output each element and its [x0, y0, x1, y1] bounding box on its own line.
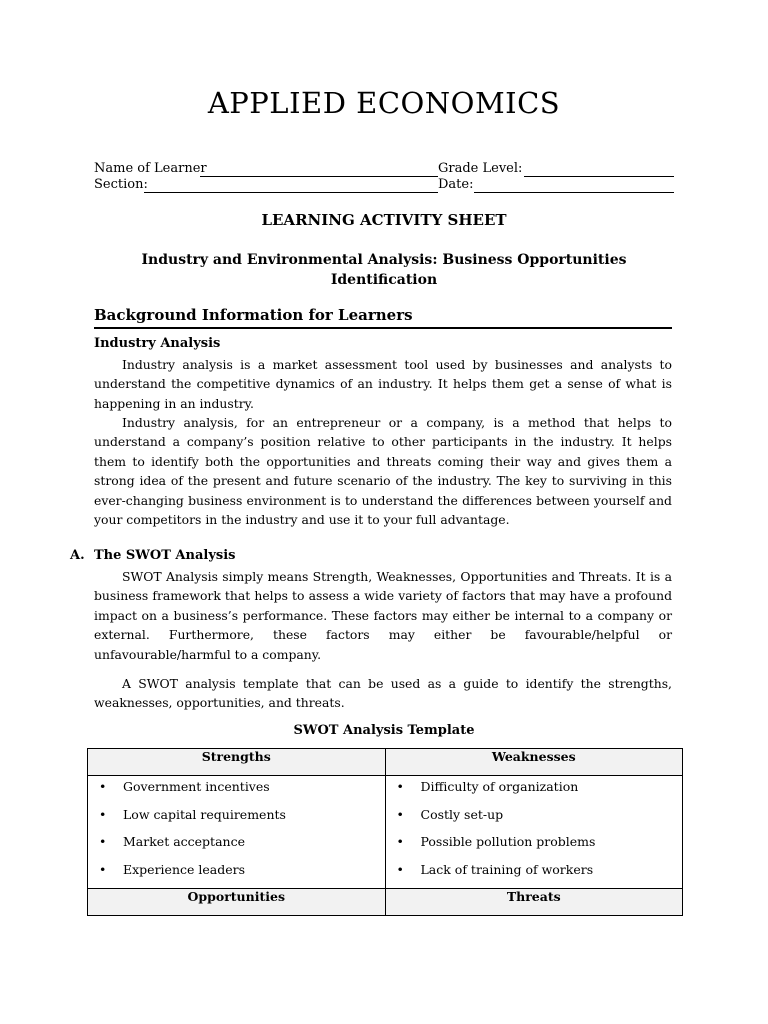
strengths-cell	[88, 776, 386, 889]
document-title: APPLIED ECONOMICS	[207, 86, 561, 120]
bullet-icon: •	[396, 834, 404, 849]
section-label: Section:	[94, 177, 148, 192]
weakness-text: Lack of training of workers	[420, 861, 594, 877]
date-blank[interactable]	[474, 192, 674, 193]
industry-analysis-heading: Industry Analysis	[94, 336, 221, 351]
topic-title	[110, 250, 658, 290]
list-item	[386, 861, 683, 889]
swot-paragraph-2: A SWOT analysis template that can be used as a guide to identify the strengths, weaknesses, opportunities, and threats.	[94, 676, 672, 711]
section-blank[interactable]	[144, 192, 438, 193]
section-info-row	[94, 177, 674, 195]
list-item	[88, 806, 385, 834]
topic-line-2: Identification	[330, 272, 438, 288]
weaknesses-list	[386, 776, 683, 888]
list-item	[88, 778, 385, 806]
swot-template-title: SWOT Analysis Template	[293, 723, 475, 738]
swot-paragraph-1: SWOT Analysis simply means Strength, Weaknesses, Opportunities and Threats. It is a business framework that helps to assess a wide variety of factors that may have a profound impact on a business’s performance. These factors may either be internal to a company or external. Furthermore, these factors may either be favourable/helpful or unfavourable/harmful to a company.	[94, 569, 672, 662]
bullet-icon: •	[99, 779, 107, 794]
list-item	[386, 833, 683, 861]
bullet-icon: •	[396, 806, 404, 822]
weakness-text: Possible pollution problems	[420, 834, 596, 849]
industry-paragraph-1: Industry analysis is a market assessment tool used by businesses and analysts to understand the competitive dynamics of an industry. It helps them get a sense of what is happening in an industry.	[94, 357, 672, 411]
swot-items-row	[88, 776, 683, 889]
weakness-text: Costly set-up	[420, 806, 504, 822]
weaknesses-header: Weaknesses	[385, 749, 683, 776]
bullet-icon: •	[99, 834, 107, 849]
bullet-icon: •	[396, 779, 404, 794]
strength-text: Government incentives	[123, 779, 270, 794]
section-heading-text: The SWOT Analysis	[94, 548, 236, 563]
strength-text: Market acceptance	[123, 834, 245, 849]
weaknesses-cell	[385, 776, 683, 889]
grade-label: Grade Level:	[438, 161, 523, 176]
bullet-icon: •	[99, 806, 107, 822]
list-item	[88, 861, 385, 889]
sheet-title: LEARNING ACTIVITY SHEET	[261, 211, 507, 229]
strength-text: Low capital requirements	[123, 806, 286, 822]
list-item	[386, 806, 683, 834]
bullet-icon: •	[396, 861, 404, 877]
topic-line-1: Industry and Environmental Analysis: Business Opportunities	[141, 252, 627, 268]
swot-section-heading	[70, 548, 235, 563]
weakness-text: Difficulty of organization	[420, 779, 579, 794]
list-item	[88, 833, 385, 861]
threats-header: Threats	[385, 889, 683, 916]
swot-header-row	[88, 749, 683, 776]
strengths-list	[88, 776, 385, 888]
section-letter: A.	[70, 548, 85, 563]
date-label: Date:	[438, 177, 474, 192]
opportunities-header: Opportunities	[88, 889, 386, 916]
strength-text: Experience leaders	[123, 861, 246, 877]
industry-paragraph-2: Industry analysis, for an entrepreneur or a company, is a method that helps to understand a company’s position relative to other participants in the industry. It helps them to identify both the opportunities and threats coming their way and gives them a strong idea of the present and future scenario of the industry. The key to surviving in this ever-changing business environment is to understand the differences between yourself and your competitors in the industry and use it to your full advantage.	[94, 415, 672, 528]
swot-table	[87, 748, 683, 916]
strengths-header: Strengths	[88, 749, 386, 776]
name-label: Name of Learner	[94, 161, 207, 176]
bullet-icon: •	[99, 861, 107, 877]
swot-lower-header-row	[88, 889, 683, 916]
list-item	[386, 778, 683, 806]
background-heading: Background Information for Learners	[94, 306, 672, 329]
